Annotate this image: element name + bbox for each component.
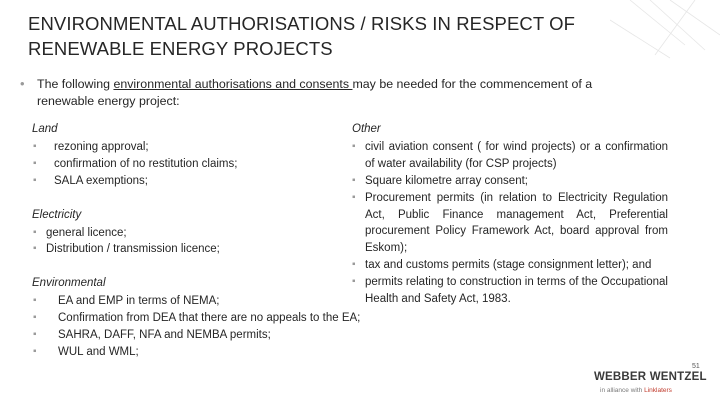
logo-tagline	[600, 387, 672, 394]
environmental-item-text: WUL and WML;	[58, 345, 139, 358]
list-item	[32, 344, 372, 361]
intro-before: The following	[37, 77, 114, 91]
company-logo: WEBBER WENTZEL	[594, 371, 707, 383]
environmental-item-text: EA and EMP in terms of NEMA;	[58, 295, 220, 308]
land-heading: Land	[32, 123, 58, 135]
list-item	[32, 156, 372, 173]
land-list	[32, 139, 372, 190]
list-item	[32, 293, 372, 310]
land-item-text: confirmation of no restitution claims;	[54, 157, 238, 170]
page-title	[28, 11, 628, 61]
bullet-icon: ▪	[33, 140, 37, 152]
electricity-item-text: Distribution / transmission licence;	[46, 243, 220, 256]
title-line-2: RENEWABLE ENERGY PROJECTS	[28, 38, 333, 59]
title-line-1: ENVIRONMENTAL AUTHORISATIONS / RISKS IN RESPECT OF	[28, 13, 576, 34]
other-item-text: permits relating to construction in terms of the Occupational Health and Safety Act, 1983.	[365, 276, 668, 306]
environmental-item-text: Confirmation from DEA that there are no appeals to the EA;	[58, 312, 361, 325]
bullet-icon: ▪	[33, 345, 37, 357]
intro-paragraph	[20, 76, 640, 110]
other-item-text: tax and customs permits (stage consignment letter); and	[365, 259, 652, 272]
electricity-heading: Electricity	[32, 208, 82, 221]
bullet-icon: ▪	[33, 312, 37, 324]
bullet-icon: ▪	[352, 276, 356, 288]
other-item-text: Square kilometre array consent;	[365, 174, 528, 187]
list-item	[352, 257, 668, 274]
intro-text	[37, 76, 640, 110]
bullet-icon: ▪	[33, 157, 37, 169]
list-item	[352, 190, 668, 258]
bullet-icon: ▪	[352, 140, 356, 152]
list-item	[32, 310, 372, 327]
electricity-list	[32, 225, 372, 259]
left-column	[32, 121, 372, 361]
bullet-icon: ▪	[33, 174, 37, 186]
intro-underlined: environmental authorisations and consents	[113, 77, 353, 91]
other-item-text: Procurement permits (in relation to Electricity Regulation Act, Public Finance management Act, Preferential procurement Policy Framework Act, board approval from Eskom);	[365, 191, 668, 255]
list-item	[32, 139, 372, 156]
list-item	[32, 327, 372, 344]
list-item	[32, 225, 372, 242]
bullet-icon: ▪	[33, 329, 37, 341]
bullet-icon: ▪	[352, 174, 356, 186]
bullet-icon: ▪	[352, 259, 356, 271]
environmental-list	[32, 293, 372, 361]
other-item-text: civil aviation consent ( for wind projects) or a confirmation of water availability (for CSP projects)	[365, 140, 668, 170]
environmental-heading: Environmental	[32, 277, 106, 290]
right-column	[352, 121, 668, 308]
list-item	[352, 274, 668, 308]
bullet-icon: ▪	[352, 191, 356, 203]
land-item-text: SALA exemptions;	[54, 174, 148, 187]
bullet-icon: ▪	[33, 295, 37, 307]
list-item	[32, 241, 372, 258]
list-item	[352, 139, 668, 173]
page-number: 51	[692, 363, 700, 370]
tagline-text: in alliance with	[600, 387, 643, 394]
bullet-icon: ▪	[33, 243, 37, 255]
list-item	[352, 173, 668, 190]
electricity-item-text: general licence;	[46, 226, 127, 239]
list-item	[32, 173, 372, 190]
bullet-icon: ▪	[33, 226, 37, 238]
environmental-item-text: SAHRA, DAFF, NFA and NEMBA permits;	[58, 329, 271, 342]
land-item-text: rezoning approval;	[54, 140, 149, 153]
other-heading: Other	[352, 123, 381, 135]
intro-after: may be needed for the commencement of a renewable energy project:	[37, 77, 593, 108]
bullet-icon: •	[20, 76, 25, 91]
other-list	[352, 139, 668, 308]
tagline-partner: Linklaters	[644, 387, 672, 394]
